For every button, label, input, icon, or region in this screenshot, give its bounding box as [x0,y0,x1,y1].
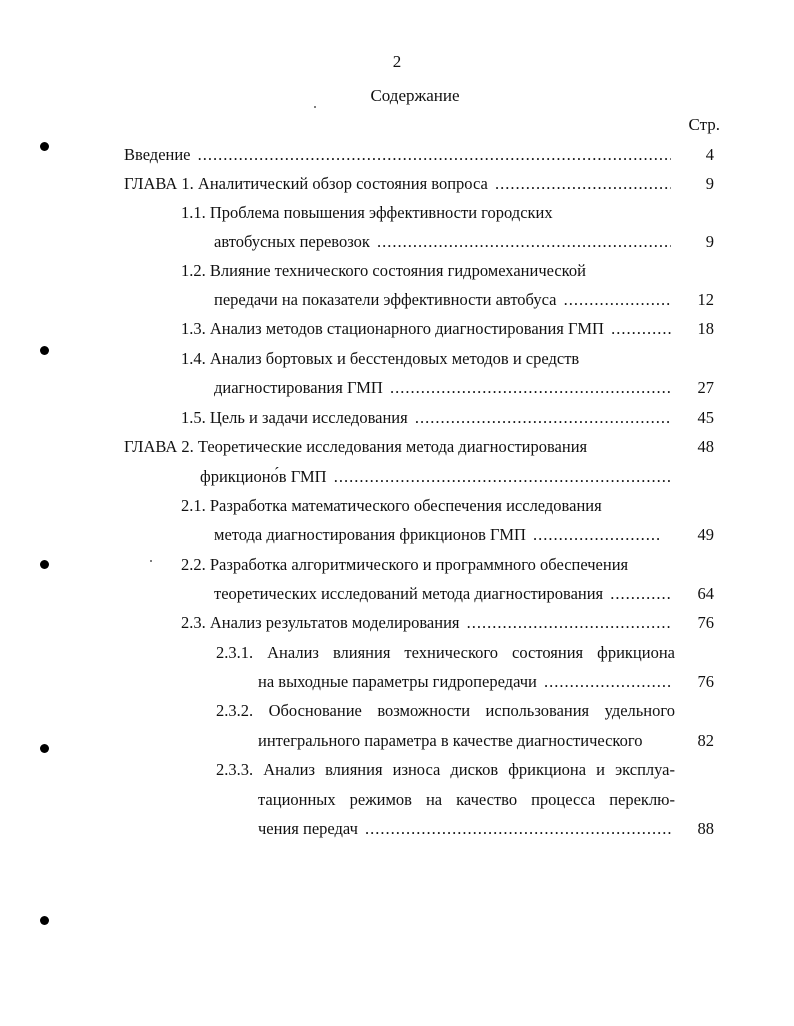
binder-hole-mark [40,916,49,925]
toc-entry-label: 1.2. Влияние технического состояния гидромеханической [181,261,586,280]
toc-entry-label: передачи на показатели эффективности автобуса [214,290,557,309]
toc-page-number: 64 [697,584,714,603]
toc-entry-label: 1.5. Цель и задачи исследования [181,408,408,427]
toc-entry-1-2-cont[interactable] [214,290,671,310]
toc-entry-1-3[interactable] [181,319,671,339]
toc-page-number: 48 [697,437,714,456]
toc-entry-2-2-cont[interactable] [214,584,671,604]
toc-entry-2-3-1-cont[interactable] [258,672,671,692]
toc-entry-label: автобусных перевозок [214,232,370,251]
toc-page-number: 49 [697,525,714,544]
toc-entry-2-1[interactable] [181,496,671,516]
toc-entry-chapter-1[interactable] [124,174,671,194]
toc-entry-label: 2.3.1. Анализ влияния технического состояния фрикциона [216,643,675,662]
scan-speck [150,560,152,562]
toc-page-number: 27 [697,378,714,397]
toc-entry-label: 1.3. Анализ методов стационарного диагностирования ГМП [181,319,604,338]
toc-entry-chapter-2[interactable] [124,437,671,457]
toc-entry-label: Введение [124,145,191,164]
toc-entry-2-3-3[interactable] [216,760,675,780]
toc-title: Содержание [370,86,460,105]
toc-entry-label: 1.4. Анализ бортовых и бесстендовых методов и средств [181,349,580,368]
toc-entry-label: 2.3.3. Анализ влияния износа дисков фрикциона и эксплуа- [216,760,675,779]
toc-entry-introduction[interactable] [124,145,671,165]
toc-entry-2-1-cont[interactable] [214,525,659,545]
toc-entry-label: 1.1. Проблема повышения эффективности городских [181,203,553,222]
toc-entry-label: 2.3.2. Обоснование возможности использования удельного [216,701,675,720]
toc-entry-label: фрикционо́в ГМП [200,467,327,486]
binder-hole-mark [40,346,49,355]
toc-entry-2-3-2-cont[interactable] [258,731,675,751]
page-column-header: Стр. [688,115,720,134]
toc-entry-label: тационных режимов на качество процесса переклю- [258,790,675,809]
toc-entry-1-5[interactable] [181,408,671,428]
toc-entry-2-3[interactable] [181,613,671,633]
toc-page-number: 18 [697,319,714,338]
toc-entry-1-2[interactable] [181,261,671,281]
toc-page-number: 9 [705,174,714,193]
toc-entry-1-1[interactable] [181,203,671,223]
binder-hole-mark [40,142,49,151]
toc-entry-2-2[interactable] [181,555,675,575]
toc-entry-label: интегрального параметра в качестве диагностического [258,731,643,750]
toc-entry-label: ГЛАВА 2. Теоретические исследования метода диагностирования [124,437,588,456]
toc-page-number: 4 [705,145,714,164]
toc-page-number: 45 [697,408,714,427]
toc-entry-label: метода диагностирования фрикционов ГМП [214,525,526,544]
scan-speck [314,106,316,108]
toc-page-number: 12 [697,290,714,309]
toc-entry-label: 2.2. Разработка алгоритмического и программного обеспечения [181,555,629,574]
toc-page-number: 76 [697,672,714,691]
toc-entry-label: диагностирования ГМП [214,378,383,397]
toc-entry-label: на выходные параметры гидропередачи [258,672,537,691]
toc-entry-2-3-1[interactable] [216,643,675,663]
toc-entry-2-3-2[interactable] [216,701,675,721]
toc-entry-2-3-3-cont[interactable] [258,790,675,810]
toc-entry-1-4[interactable] [181,349,671,369]
toc-entry-label: теоретических исследований метода диагностирования [214,584,604,603]
toc-entry-label: 2.1. Разработка математического обеспечения исследования [181,496,602,515]
binder-hole-mark [40,560,49,569]
page-number: 2 [392,52,402,71]
toc-page-number: 76 [697,613,714,632]
toc-entry-label: 2.3. Анализ результатов моделирования [181,613,460,632]
binder-hole-mark [40,744,49,753]
toc-entry-label: ГЛАВА 1. Аналитический обзор состояния вопроса [124,174,488,193]
toc-entry-1-1-cont[interactable] [214,232,671,252]
toc-page-number: 9 [705,232,714,251]
toc-entry-1-4-cont[interactable] [214,378,671,398]
toc-entry-label: чения передач [258,819,358,838]
toc-entry-chapter-2-cont[interactable] [200,467,671,487]
toc-entry-2-3-3-cont2[interactable] [258,819,671,839]
toc-page-number: 82 [697,731,714,750]
toc-page-number: 88 [697,819,714,838]
